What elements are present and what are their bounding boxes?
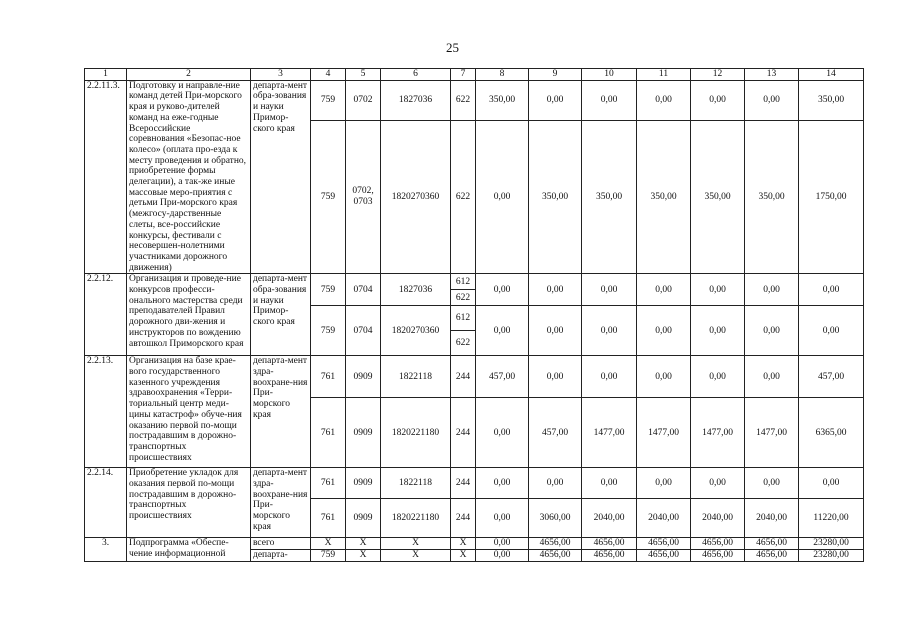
section-code: 0909 <box>346 398 381 468</box>
grbs-code: 761 <box>311 468 346 499</box>
table-row <box>85 274 864 290</box>
amount-cell: 0,00 <box>637 306 691 356</box>
amount-cell: 0,00 <box>529 306 582 356</box>
item-name: Подготовку и направле-ние команд детей При-морского края и руково-дителей команд на еже-годные Всероссийские соревнования «Безопас-ное колесо» (оплата про-езда к месту проведения и обратно, приобретение формы делегации), а так-же иные массовые меро-приятия с детьми При-морского края (межгосу-дарственные слеты, все-российские конкурсы, фестивали с несовершен-нолетними участниками дорожного движения) <box>127 80 251 274</box>
section-code: X <box>346 550 381 562</box>
amount-cell: 2040,00 <box>691 499 745 538</box>
total-cell: 0,00 <box>799 274 864 306</box>
col-header: 5 <box>346 69 381 81</box>
amount-cell: 0,00 <box>582 306 637 356</box>
expense-type: 612 <box>451 274 476 290</box>
item-executor: департа-мент здра-воохране-ния При-морского края <box>251 468 311 538</box>
amount-cell: 4656,00 <box>745 538 799 550</box>
total-cell: 457,00 <box>799 356 864 398</box>
section-code: 0704 <box>346 274 381 306</box>
target-code: 1827036 <box>381 274 451 306</box>
amount-cell: 0,00 <box>745 274 799 306</box>
amount-cell: 0,00 <box>691 274 745 306</box>
col-header: 7 <box>451 69 476 81</box>
amount-cell: 1477,00 <box>745 398 799 468</box>
amount-cell: 4656,00 <box>691 550 745 562</box>
table-row <box>85 356 864 398</box>
amount-cell: 2040,00 <box>745 499 799 538</box>
amount-cell: 0,00 <box>476 538 529 550</box>
table-row <box>85 538 864 550</box>
amount-cell: 0,00 <box>582 468 637 499</box>
total-cell: 0,00 <box>799 468 864 499</box>
grbs-code: 759 <box>311 274 346 306</box>
expense-type: 622 <box>451 80 476 120</box>
amount-cell: 350,00 <box>582 120 637 274</box>
target-code: 1820221180 <box>381 398 451 468</box>
column-number-row <box>85 69 864 81</box>
col-header: 9 <box>529 69 582 81</box>
col-header: 3 <box>251 69 311 81</box>
amount-cell: 0,00 <box>691 306 745 356</box>
amount-cell: 0,00 <box>582 80 637 120</box>
amount-cell: 0,00 <box>529 356 582 398</box>
amount-cell: 0,00 <box>476 550 529 562</box>
amount-cell: 350,00 <box>637 120 691 274</box>
amount-cell: 0,00 <box>691 80 745 120</box>
expense-type: 622 <box>451 290 476 306</box>
expense-type: 244 <box>451 398 476 468</box>
amount-cell: 0,00 <box>529 80 582 120</box>
col-header: 8 <box>476 69 529 81</box>
amount-cell: 457,00 <box>529 398 582 468</box>
amount-cell: 457,00 <box>476 356 529 398</box>
amount-cell: 4656,00 <box>529 538 582 550</box>
grbs-code: 759 <box>311 550 346 562</box>
grbs-code: 761 <box>311 499 346 538</box>
amount-cell: 4656,00 <box>745 550 799 562</box>
expense-type: 244 <box>451 499 476 538</box>
page-number: 25 <box>446 40 459 55</box>
item-name: Подпрограмма «Обеспе-чение информационной <box>127 538 251 561</box>
section-code: 0909 <box>346 499 381 538</box>
amount-cell: 1477,00 <box>637 398 691 468</box>
grbs-code: 759 <box>311 306 346 356</box>
target-code: 1822118 <box>381 356 451 398</box>
amount-cell: 0,00 <box>582 356 637 398</box>
item-name: Организация и проведе-ние конкурсов професси-онального мастерства среди преподавателей Правил дорожного дви-жения и инструкторов по вождению автошкол Приморского края <box>127 274 251 356</box>
amount-cell: 2040,00 <box>582 499 637 538</box>
amount-cell: 0,00 <box>582 274 637 306</box>
grbs-code: X <box>311 538 346 550</box>
expense-type: 622 <box>451 120 476 274</box>
amount-cell: 0,00 <box>691 468 745 499</box>
amount-cell: 0,00 <box>476 120 529 274</box>
col-header: 6 <box>381 69 451 81</box>
expense-type: 244 <box>451 468 476 499</box>
col-header: 1 <box>85 69 127 81</box>
target-code: X <box>381 550 451 562</box>
col-header: 2 <box>127 69 251 81</box>
amount-cell: 0,00 <box>637 468 691 499</box>
amount-cell: 350,00 <box>476 80 529 120</box>
budget-table <box>84 68 864 562</box>
total-cell: 11220,00 <box>799 499 864 538</box>
amount-cell: 0,00 <box>691 356 745 398</box>
col-header: 13 <box>745 69 799 81</box>
section-code: 0704 <box>346 306 381 356</box>
amount-cell: 4656,00 <box>637 550 691 562</box>
amount-cell: 0,00 <box>476 468 529 499</box>
amount-cell: 0,00 <box>637 80 691 120</box>
amount-cell: 4656,00 <box>582 538 637 550</box>
section-code: 0909 <box>346 356 381 398</box>
item-executor: департа-мент здра-воохране-ния При-морского края <box>251 356 311 468</box>
expense-type: 622 <box>451 331 476 356</box>
item-number: 2.2.11.3. <box>85 80 127 274</box>
amount-cell: 0,00 <box>529 468 582 499</box>
amount-cell: 0,00 <box>476 306 529 356</box>
total-cell: 0,00 <box>799 306 864 356</box>
col-header: 11 <box>637 69 691 81</box>
item-executor: департа- <box>251 550 311 562</box>
amount-cell: 2040,00 <box>637 499 691 538</box>
amount-cell: 4656,00 <box>637 538 691 550</box>
total-cell: 6365,00 <box>799 398 864 468</box>
amount-cell: 4656,00 <box>582 550 637 562</box>
item-number: 3. <box>85 538 127 561</box>
item-name: Приобретение укладок для оказания первой по-мощи пострадавшим в дорожно-транспортных происшествиях <box>127 468 251 538</box>
expense-type: 612 <box>451 306 476 331</box>
target-code: 1820221180 <box>381 499 451 538</box>
amount-cell: 1477,00 <box>582 398 637 468</box>
table-row <box>85 468 864 499</box>
amount-cell: 0,00 <box>476 499 529 538</box>
section-code: 0702, 0703 <box>346 120 381 274</box>
amount-cell: 0,00 <box>637 356 691 398</box>
amount-cell: 350,00 <box>745 120 799 274</box>
total-cell: 350,00 <box>799 80 864 120</box>
col-header: 14 <box>799 69 864 81</box>
item-executor: департа-мент обра-зования и науки Примор-ского края <box>251 274 311 356</box>
amount-cell: 0,00 <box>745 468 799 499</box>
item-name: Организация на базе крае-вого государственного казенного учреждения здравоохранения «Терри-ториальный центр меди-цины катастроф» обуче-ния оказанию первой по-мощи пострадавшим в дорожно-транспортных происшествиях <box>127 356 251 468</box>
amount-cell: 0,00 <box>476 274 529 306</box>
target-code: 1822118 <box>381 468 451 499</box>
item-executor: всего <box>251 538 311 550</box>
col-header: 4 <box>311 69 346 81</box>
section-code: X <box>346 538 381 550</box>
amount-cell: 350,00 <box>691 120 745 274</box>
total-cell: 23280,00 <box>799 550 864 562</box>
grbs-code: 761 <box>311 398 346 468</box>
total-cell: 1750,00 <box>799 120 864 274</box>
amount-cell: 0,00 <box>745 306 799 356</box>
target-code: 1820270360 <box>381 306 451 356</box>
amount-cell: 0,00 <box>745 80 799 120</box>
grbs-code: 759 <box>311 120 346 274</box>
expense-type: X <box>451 538 476 550</box>
grbs-code: 761 <box>311 356 346 398</box>
amount-cell: 4656,00 <box>691 538 745 550</box>
grbs-code: 759 <box>311 80 346 120</box>
total-cell: 23280,00 <box>799 538 864 550</box>
item-executor: департа-мент обра-зования и науки Примор-ского края <box>251 80 311 274</box>
amount-cell: 0,00 <box>476 398 529 468</box>
amount-cell: 1477,00 <box>691 398 745 468</box>
item-number: 2.2.12. <box>85 274 127 356</box>
item-number: 2.2.14. <box>85 468 127 538</box>
col-header: 10 <box>582 69 637 81</box>
amount-cell: 0,00 <box>745 356 799 398</box>
target-code: 1820270360 <box>381 120 451 274</box>
expense-type: X <box>451 550 476 562</box>
table-row <box>85 80 864 120</box>
section-code: 0909 <box>346 468 381 499</box>
amount-cell: 0,00 <box>637 274 691 306</box>
amount-cell: 0,00 <box>529 274 582 306</box>
target-code: X <box>381 538 451 550</box>
item-number: 2.2.13. <box>85 356 127 468</box>
amount-cell: 4656,00 <box>529 550 582 562</box>
col-header: 12 <box>691 69 745 81</box>
target-code: 1827036 <box>381 80 451 120</box>
amount-cell: 350,00 <box>529 120 582 274</box>
section-code: 0702 <box>346 80 381 120</box>
expense-type: 244 <box>451 356 476 398</box>
amount-cell: 3060,00 <box>529 499 582 538</box>
